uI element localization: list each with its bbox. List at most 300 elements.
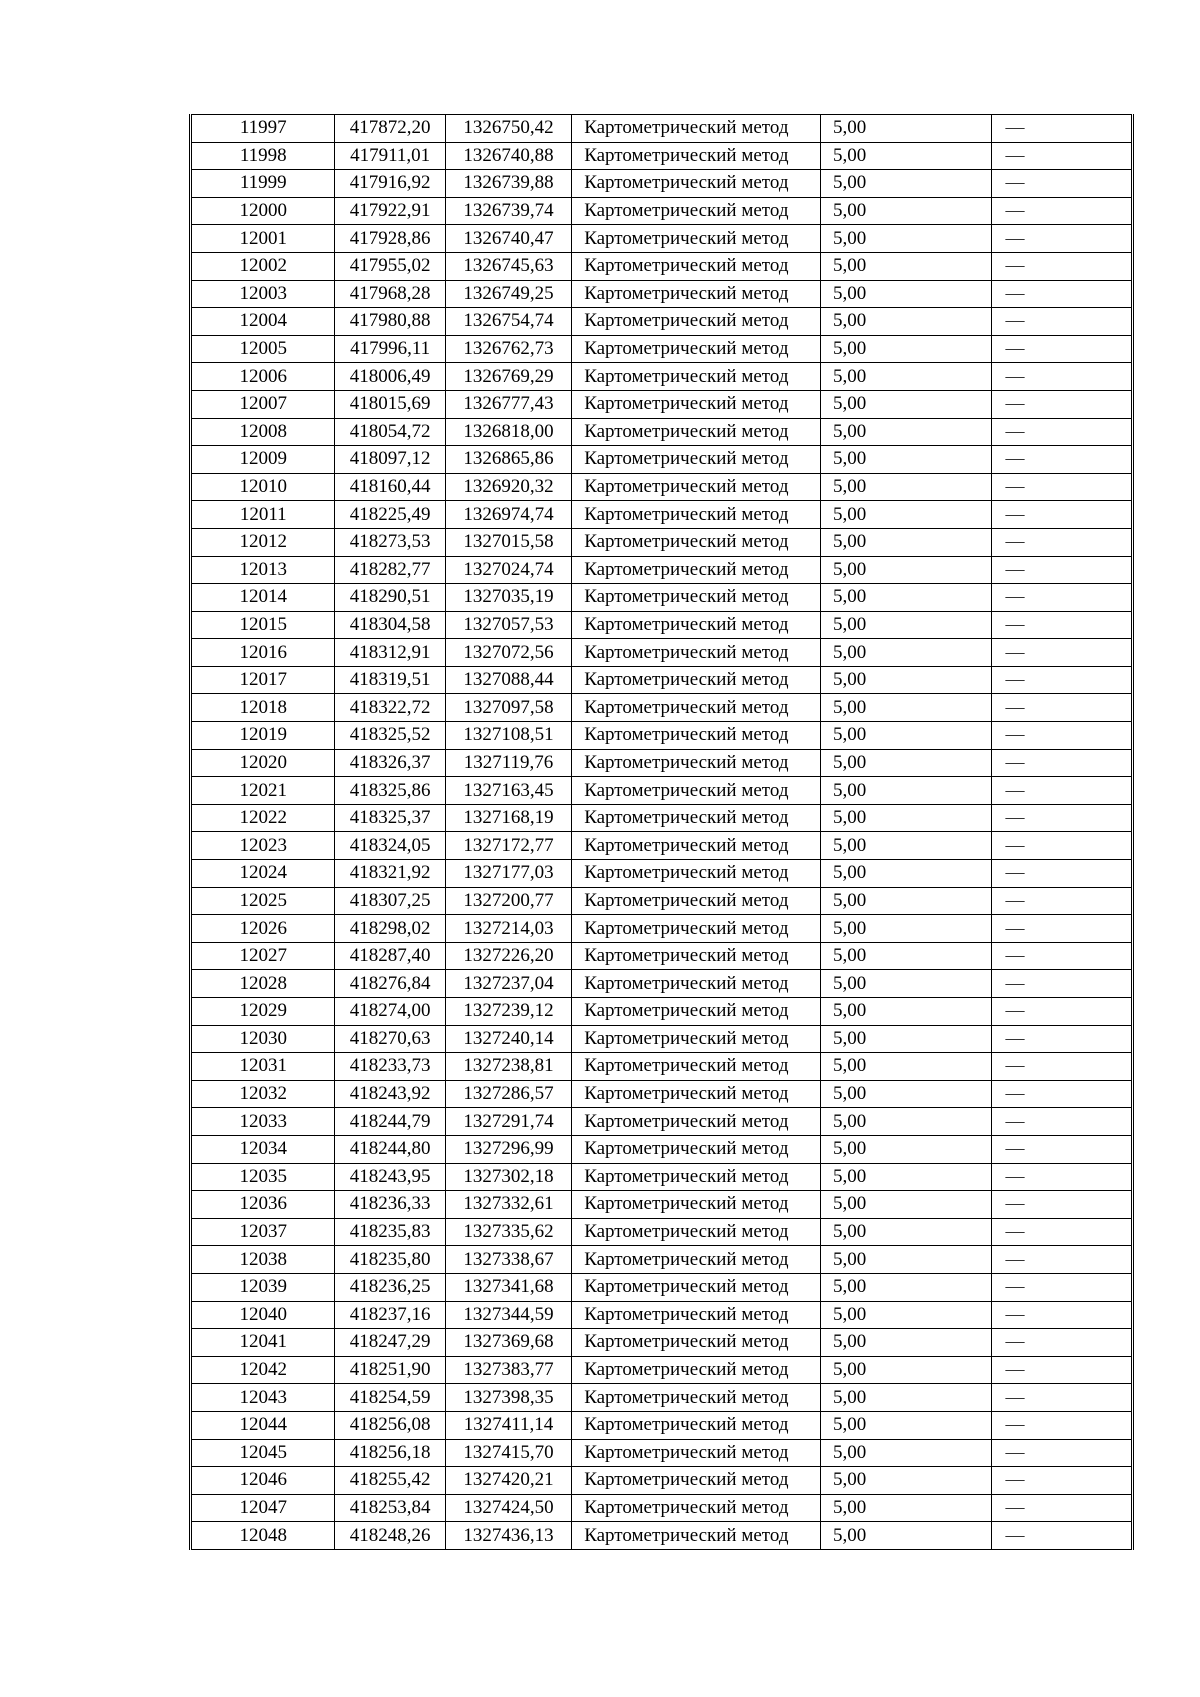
description-cell: —: [991, 1053, 1133, 1081]
table-row: [191, 970, 1133, 998]
accuracy-cell: 5,00: [820, 252, 991, 280]
accuracy-cell: 5,00: [820, 280, 991, 308]
x-coordinate-cell: 418274,00: [335, 998, 445, 1026]
description-cell: —: [991, 942, 1133, 970]
accuracy-cell: 5,00: [820, 115, 991, 143]
table-row: [191, 1025, 1133, 1053]
table-row: [191, 252, 1133, 280]
table-row: [191, 804, 1133, 832]
table-row: [191, 942, 1133, 970]
y-coordinate-cell: 1326974,74: [445, 501, 571, 529]
method-cell: Картометрический метод: [572, 1384, 821, 1412]
y-coordinate-cell: 1327291,74: [445, 1108, 571, 1136]
accuracy-cell: 5,00: [820, 501, 991, 529]
point-number-cell: 12032: [191, 1080, 335, 1108]
method-cell: Картометрический метод: [572, 887, 821, 915]
table-row: [191, 777, 1133, 805]
method-cell: Картометрический метод: [572, 1163, 821, 1191]
method-cell: Картометрический метод: [572, 528, 821, 556]
table-row: [191, 1191, 1133, 1219]
method-cell: Картометрический метод: [572, 335, 821, 363]
description-cell: —: [991, 473, 1133, 501]
description-cell: —: [991, 1329, 1133, 1357]
method-cell: Картометрический метод: [572, 363, 821, 391]
method-cell: Картометрический метод: [572, 1273, 821, 1301]
y-coordinate-cell: 1326920,32: [445, 473, 571, 501]
x-coordinate-cell: 418236,25: [335, 1273, 445, 1301]
point-number-cell: 12042: [191, 1356, 335, 1384]
point-number-cell: 12026: [191, 915, 335, 943]
table-row: [191, 722, 1133, 750]
point-number-cell: 12021: [191, 777, 335, 805]
method-cell: Картометрический метод: [572, 556, 821, 584]
point-number-cell: 12027: [191, 942, 335, 970]
x-coordinate-cell: 418325,37: [335, 804, 445, 832]
x-coordinate-cell: 418321,92: [335, 860, 445, 888]
x-coordinate-cell: 418298,02: [335, 915, 445, 943]
accuracy-cell: 5,00: [820, 1025, 991, 1053]
y-coordinate-cell: 1327383,77: [445, 1356, 571, 1384]
accuracy-cell: 5,00: [820, 639, 991, 667]
point-number-cell: 12001: [191, 225, 335, 253]
point-number-cell: 12014: [191, 584, 335, 612]
y-coordinate-cell: 1327341,68: [445, 1273, 571, 1301]
accuracy-cell: 5,00: [820, 308, 991, 336]
point-number-cell: 12031: [191, 1053, 335, 1081]
accuracy-cell: 5,00: [820, 749, 991, 777]
point-number-cell: 12039: [191, 1273, 335, 1301]
table-row: [191, 1522, 1133, 1550]
description-cell: —: [991, 390, 1133, 418]
x-coordinate-cell: 418325,52: [335, 722, 445, 750]
method-cell: Картометрический метод: [572, 1522, 821, 1550]
table-row: [191, 528, 1133, 556]
description-cell: —: [991, 998, 1133, 1026]
x-coordinate-cell: 418097,12: [335, 446, 445, 474]
x-coordinate-cell: 418236,33: [335, 1191, 445, 1219]
method-cell: Картометрический метод: [572, 584, 821, 612]
x-coordinate-cell: 418253,84: [335, 1494, 445, 1522]
table-row: [191, 1329, 1133, 1357]
table-row: [191, 225, 1133, 253]
x-coordinate-cell: 418243,92: [335, 1080, 445, 1108]
table-row: [191, 1301, 1133, 1329]
method-cell: Картометрический метод: [572, 1467, 821, 1495]
point-number-cell: 12022: [191, 804, 335, 832]
method-cell: Картометрический метод: [572, 804, 821, 832]
description-cell: —: [991, 915, 1133, 943]
x-coordinate-cell: 418319,51: [335, 666, 445, 694]
description-cell: —: [991, 970, 1133, 998]
description-cell: —: [991, 1246, 1133, 1274]
method-cell: Картометрический метод: [572, 1218, 821, 1246]
table-row: [191, 308, 1133, 336]
y-coordinate-cell: 1326865,86: [445, 446, 571, 474]
point-number-cell: 12045: [191, 1439, 335, 1467]
x-coordinate-cell: 418307,25: [335, 887, 445, 915]
table-row: [191, 280, 1133, 308]
point-number-cell: 12010: [191, 473, 335, 501]
table-row: [191, 749, 1133, 777]
method-cell: Картометрический метод: [572, 1439, 821, 1467]
accuracy-cell: 5,00: [820, 970, 991, 998]
description-cell: —: [991, 501, 1133, 529]
point-number-cell: 12000: [191, 197, 335, 225]
y-coordinate-cell: 1327177,03: [445, 860, 571, 888]
point-number-cell: 12008: [191, 418, 335, 446]
point-number-cell: 12009: [191, 446, 335, 474]
accuracy-cell: 5,00: [820, 1522, 991, 1550]
x-coordinate-cell: 418248,26: [335, 1522, 445, 1550]
accuracy-cell: 5,00: [820, 363, 991, 391]
method-cell: Картометрический метод: [572, 1053, 821, 1081]
table-row: [191, 639, 1133, 667]
table-row: [191, 335, 1133, 363]
method-cell: Картометрический метод: [572, 1246, 821, 1274]
x-coordinate-cell: 417928,86: [335, 225, 445, 253]
point-number-cell: 12019: [191, 722, 335, 750]
y-coordinate-cell: 1327338,67: [445, 1246, 571, 1274]
method-cell: Картометрический метод: [572, 252, 821, 280]
method-cell: Картометрический метод: [572, 170, 821, 198]
y-coordinate-cell: 1327344,59: [445, 1301, 571, 1329]
x-coordinate-cell: 418233,73: [335, 1053, 445, 1081]
point-number-cell: 12011: [191, 501, 335, 529]
x-coordinate-cell: 418225,49: [335, 501, 445, 529]
y-coordinate-cell: 1327015,58: [445, 528, 571, 556]
table-row: [191, 1108, 1133, 1136]
description-cell: —: [991, 142, 1133, 170]
description-cell: —: [991, 556, 1133, 584]
description-cell: —: [991, 722, 1133, 750]
point-number-cell: 12035: [191, 1163, 335, 1191]
table-row: [191, 556, 1133, 584]
table-row: [191, 418, 1133, 446]
method-cell: Картометрический метод: [572, 280, 821, 308]
description-cell: —: [991, 1301, 1133, 1329]
description-cell: —: [991, 584, 1133, 612]
table-row: [191, 170, 1133, 198]
point-number-cell: 12044: [191, 1411, 335, 1439]
accuracy-cell: 5,00: [820, 666, 991, 694]
point-number-cell: 12048: [191, 1522, 335, 1550]
x-coordinate-cell: 417980,88: [335, 308, 445, 336]
accuracy-cell: 5,00: [820, 197, 991, 225]
method-cell: Картометрический метод: [572, 998, 821, 1026]
accuracy-cell: 5,00: [820, 1246, 991, 1274]
accuracy-cell: 5,00: [820, 915, 991, 943]
table-row: [191, 390, 1133, 418]
point-number-cell: 12005: [191, 335, 335, 363]
description-cell: —: [991, 1439, 1133, 1467]
x-coordinate-cell: 417996,11: [335, 335, 445, 363]
accuracy-cell: 5,00: [820, 1273, 991, 1301]
method-cell: Картометрический метод: [572, 860, 821, 888]
y-coordinate-cell: 1327108,51: [445, 722, 571, 750]
method-cell: Картометрический метод: [572, 777, 821, 805]
accuracy-cell: 5,00: [820, 528, 991, 556]
y-coordinate-cell: 1327238,81: [445, 1053, 571, 1081]
x-coordinate-cell: 417916,92: [335, 170, 445, 198]
point-number-cell: 12003: [191, 280, 335, 308]
y-coordinate-cell: 1327436,13: [445, 1522, 571, 1550]
point-number-cell: 12012: [191, 528, 335, 556]
description-cell: —: [991, 694, 1133, 722]
accuracy-cell: 5,00: [820, 860, 991, 888]
point-number-cell: 11999: [191, 170, 335, 198]
accuracy-cell: 5,00: [820, 1356, 991, 1384]
table-row: [191, 115, 1133, 143]
point-number-cell: 12029: [191, 998, 335, 1026]
table-row: [191, 1411, 1133, 1439]
description-cell: —: [991, 1494, 1133, 1522]
x-coordinate-cell: 418243,95: [335, 1163, 445, 1191]
method-cell: Картометрический метод: [572, 501, 821, 529]
description-cell: —: [991, 335, 1133, 363]
description-cell: —: [991, 1384, 1133, 1412]
coordinates-table-body: [191, 115, 1133, 1550]
x-coordinate-cell: 418054,72: [335, 418, 445, 446]
point-number-cell: 12036: [191, 1191, 335, 1219]
y-coordinate-cell: 1327411,14: [445, 1411, 571, 1439]
description-cell: —: [991, 418, 1133, 446]
point-number-cell: 12006: [191, 363, 335, 391]
x-coordinate-cell: 418270,63: [335, 1025, 445, 1053]
x-coordinate-cell: 418273,53: [335, 528, 445, 556]
x-coordinate-cell: 418235,83: [335, 1218, 445, 1246]
accuracy-cell: 5,00: [820, 473, 991, 501]
point-number-cell: 12024: [191, 860, 335, 888]
x-coordinate-cell: 418325,86: [335, 777, 445, 805]
method-cell: Картометрический метод: [572, 418, 821, 446]
table-row: [191, 694, 1133, 722]
description-cell: —: [991, 1108, 1133, 1136]
table-row: [191, 1356, 1133, 1384]
point-number-cell: 12033: [191, 1108, 335, 1136]
description-cell: —: [991, 777, 1133, 805]
table-row: [191, 666, 1133, 694]
y-coordinate-cell: 1327424,50: [445, 1494, 571, 1522]
y-coordinate-cell: 1327296,99: [445, 1135, 571, 1163]
point-number-cell: 12015: [191, 611, 335, 639]
y-coordinate-cell: 1327200,77: [445, 887, 571, 915]
method-cell: Картометрический метод: [572, 915, 821, 943]
accuracy-cell: 5,00: [820, 1384, 991, 1412]
accuracy-cell: 5,00: [820, 142, 991, 170]
point-number-cell: 12034: [191, 1135, 335, 1163]
description-cell: —: [991, 1025, 1133, 1053]
accuracy-cell: 5,00: [820, 804, 991, 832]
x-coordinate-cell: 418256,08: [335, 1411, 445, 1439]
x-coordinate-cell: 418244,80: [335, 1135, 445, 1163]
table-row: [191, 446, 1133, 474]
accuracy-cell: 5,00: [820, 1191, 991, 1219]
point-number-cell: 12028: [191, 970, 335, 998]
method-cell: Картометрический метод: [572, 1025, 821, 1053]
coordinates-table: [189, 114, 1134, 1550]
table-row: [191, 998, 1133, 1026]
method-cell: Картометрический метод: [572, 1135, 821, 1163]
description-cell: —: [991, 639, 1133, 667]
y-coordinate-cell: 1327226,20: [445, 942, 571, 970]
description-cell: —: [991, 1356, 1133, 1384]
method-cell: Картометрический метод: [572, 473, 821, 501]
description-cell: —: [991, 887, 1133, 915]
point-number-cell: 11998: [191, 142, 335, 170]
accuracy-cell: 5,00: [820, 418, 991, 446]
x-coordinate-cell: 418247,29: [335, 1329, 445, 1357]
description-cell: —: [991, 446, 1133, 474]
description-cell: —: [991, 363, 1133, 391]
method-cell: Картометрический метод: [572, 611, 821, 639]
table-row: [191, 473, 1133, 501]
method-cell: Картометрический метод: [572, 1494, 821, 1522]
x-coordinate-cell: 418290,51: [335, 584, 445, 612]
description-cell: —: [991, 225, 1133, 253]
y-coordinate-cell: 1327024,74: [445, 556, 571, 584]
description-cell: —: [991, 666, 1133, 694]
description-cell: —: [991, 804, 1133, 832]
x-coordinate-cell: 417968,28: [335, 280, 445, 308]
method-cell: Картометрический метод: [572, 142, 821, 170]
accuracy-cell: 5,00: [820, 1301, 991, 1329]
accuracy-cell: 5,00: [820, 832, 991, 860]
method-cell: Картометрический метод: [572, 225, 821, 253]
y-coordinate-cell: 1326769,29: [445, 363, 571, 391]
accuracy-cell: 5,00: [820, 170, 991, 198]
table-row: [191, 1053, 1133, 1081]
description-cell: —: [991, 1163, 1133, 1191]
y-coordinate-cell: 1326740,88: [445, 142, 571, 170]
accuracy-cell: 5,00: [820, 1108, 991, 1136]
accuracy-cell: 5,00: [820, 887, 991, 915]
point-number-cell: 12030: [191, 1025, 335, 1053]
method-cell: Картометрический метод: [572, 308, 821, 336]
y-coordinate-cell: 1326750,42: [445, 115, 571, 143]
accuracy-cell: 5,00: [820, 390, 991, 418]
accuracy-cell: 5,00: [820, 335, 991, 363]
table-row: [191, 1135, 1133, 1163]
point-number-cell: 12025: [191, 887, 335, 915]
point-number-cell: 12037: [191, 1218, 335, 1246]
point-number-cell: 12038: [191, 1246, 335, 1274]
y-coordinate-cell: 1327097,58: [445, 694, 571, 722]
y-coordinate-cell: 1326818,00: [445, 418, 571, 446]
table-row: [191, 584, 1133, 612]
x-coordinate-cell: 417911,01: [335, 142, 445, 170]
point-number-cell: 12017: [191, 666, 335, 694]
y-coordinate-cell: 1326739,74: [445, 197, 571, 225]
method-cell: Картометрический метод: [572, 1080, 821, 1108]
description-cell: —: [991, 1135, 1133, 1163]
table-row: [191, 1163, 1133, 1191]
y-coordinate-cell: 1326749,25: [445, 280, 571, 308]
x-coordinate-cell: 418254,59: [335, 1384, 445, 1412]
point-number-cell: 12016: [191, 639, 335, 667]
method-cell: Картометрический метод: [572, 1301, 821, 1329]
accuracy-cell: 5,00: [820, 1135, 991, 1163]
accuracy-cell: 5,00: [820, 1080, 991, 1108]
x-coordinate-cell: 418312,91: [335, 639, 445, 667]
method-cell: Картометрический метод: [572, 446, 821, 474]
y-coordinate-cell: 1327335,62: [445, 1218, 571, 1246]
y-coordinate-cell: 1327302,18: [445, 1163, 571, 1191]
x-coordinate-cell: 417872,20: [335, 115, 445, 143]
accuracy-cell: 5,00: [820, 777, 991, 805]
method-cell: Картометрический метод: [572, 197, 821, 225]
x-coordinate-cell: 418255,42: [335, 1467, 445, 1495]
table-row: [191, 142, 1133, 170]
accuracy-cell: 5,00: [820, 1411, 991, 1439]
y-coordinate-cell: 1327035,19: [445, 584, 571, 612]
y-coordinate-cell: 1327332,61: [445, 1191, 571, 1219]
x-coordinate-cell: 418235,80: [335, 1246, 445, 1274]
x-coordinate-cell: 418322,72: [335, 694, 445, 722]
x-coordinate-cell: 418304,58: [335, 611, 445, 639]
description-cell: —: [991, 1522, 1133, 1550]
x-coordinate-cell: 418160,44: [335, 473, 445, 501]
accuracy-cell: 5,00: [820, 556, 991, 584]
table-row: [191, 501, 1133, 529]
table-row: [191, 860, 1133, 888]
y-coordinate-cell: 1327240,14: [445, 1025, 571, 1053]
y-coordinate-cell: 1327172,77: [445, 832, 571, 860]
description-cell: —: [991, 860, 1133, 888]
description-cell: —: [991, 749, 1133, 777]
point-number-cell: 12013: [191, 556, 335, 584]
method-cell: Картометрический метод: [572, 1108, 821, 1136]
accuracy-cell: 5,00: [820, 1329, 991, 1357]
description-cell: —: [991, 280, 1133, 308]
table-row: [191, 611, 1133, 639]
point-number-cell: 12040: [191, 1301, 335, 1329]
table-row: [191, 887, 1133, 915]
table-row: [191, 1273, 1133, 1301]
method-cell: Картометрический метод: [572, 942, 821, 970]
x-coordinate-cell: 418282,77: [335, 556, 445, 584]
point-number-cell: 12007: [191, 390, 335, 418]
point-number-cell: 12046: [191, 1467, 335, 1495]
y-coordinate-cell: 1327168,19: [445, 804, 571, 832]
table-row: [191, 915, 1133, 943]
point-number-cell: 12023: [191, 832, 335, 860]
method-cell: Картометрический метод: [572, 1329, 821, 1357]
description-cell: —: [991, 832, 1133, 860]
table-row: [191, 197, 1133, 225]
x-coordinate-cell: 418324,05: [335, 832, 445, 860]
table-row: [191, 832, 1133, 860]
accuracy-cell: 5,00: [820, 722, 991, 750]
y-coordinate-cell: 1326754,74: [445, 308, 571, 336]
description-cell: —: [991, 197, 1133, 225]
description-cell: —: [991, 1411, 1133, 1439]
accuracy-cell: 5,00: [820, 584, 991, 612]
description-cell: —: [991, 1467, 1133, 1495]
table-row: [191, 1439, 1133, 1467]
method-cell: Картометрический метод: [572, 1411, 821, 1439]
table-row: [191, 1494, 1133, 1522]
y-coordinate-cell: 1327415,70: [445, 1439, 571, 1467]
x-coordinate-cell: 418276,84: [335, 970, 445, 998]
x-coordinate-cell: 418237,16: [335, 1301, 445, 1329]
y-coordinate-cell: 1327214,03: [445, 915, 571, 943]
description-cell: —: [991, 528, 1133, 556]
table-row: [191, 363, 1133, 391]
accuracy-cell: 5,00: [820, 1163, 991, 1191]
x-coordinate-cell: 418256,18: [335, 1439, 445, 1467]
y-coordinate-cell: 1326740,47: [445, 225, 571, 253]
point-number-cell: 12043: [191, 1384, 335, 1412]
